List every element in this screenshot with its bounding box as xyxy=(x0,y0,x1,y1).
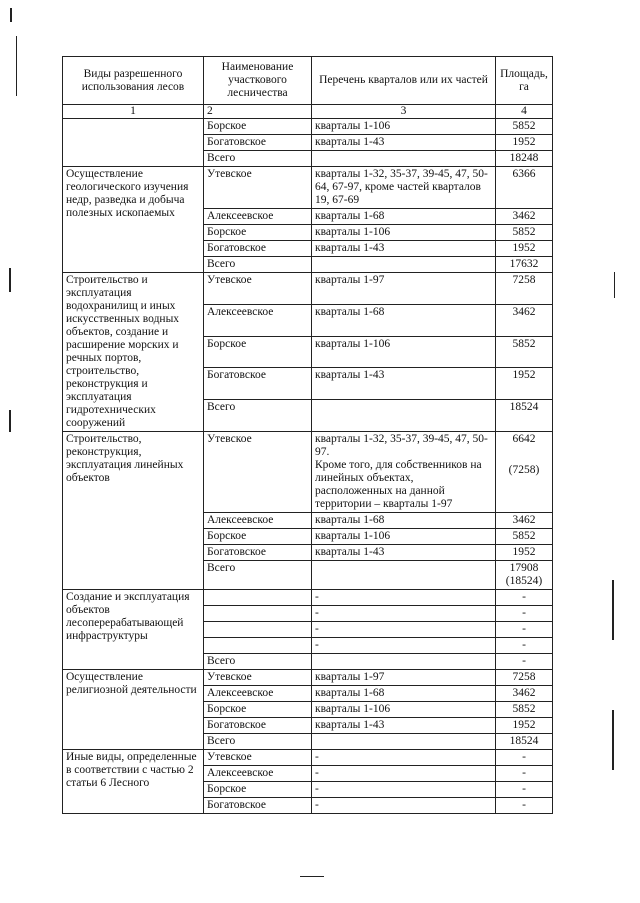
use-type-cell: Строительство, реконструкция, эксплуатация линейных объектов xyxy=(63,432,204,590)
use-type-cell: Осуществление геологического изучения недр, разведка и добыча полезных ископаемых xyxy=(63,167,204,273)
area-cell xyxy=(496,545,553,561)
quarters-text: кварталы 1-43 xyxy=(315,369,385,382)
table-row xyxy=(63,670,553,686)
forestry-cell: Борское xyxy=(204,529,312,545)
area-value: 3462 xyxy=(512,210,536,222)
forestry-cell: Богатовское xyxy=(204,135,312,151)
quarters-text: кварталы 1-106 xyxy=(315,226,391,238)
forestry-cell xyxy=(204,622,312,638)
quarters-cell xyxy=(312,529,496,545)
forestry-cell: Всего xyxy=(204,400,312,432)
forest-use-table xyxy=(62,56,553,814)
quarters-text: - xyxy=(315,767,319,779)
area-value: 5852 xyxy=(512,530,536,542)
quarters-cell xyxy=(312,766,496,782)
area-value: 6642 xyxy=(512,433,536,445)
table-row xyxy=(63,750,553,766)
area-cell xyxy=(496,766,553,782)
scan-mark xyxy=(9,268,11,292)
area-value: 18524 xyxy=(509,735,539,747)
use-type-cell: Иные виды, определенные в соответствии с частью 2 статьи 6 Лесного xyxy=(63,750,204,814)
area-cell xyxy=(496,670,553,686)
scan-mark xyxy=(16,36,17,96)
quarters-text: - xyxy=(315,751,319,763)
header-area: Площадь, га xyxy=(496,57,553,105)
area-cell xyxy=(496,151,553,167)
quarters-cell xyxy=(312,119,496,135)
forestry-cell: Алексеевское xyxy=(204,766,312,782)
area-value: 1952 xyxy=(512,136,536,148)
scan-mark xyxy=(10,8,12,22)
area-cell xyxy=(496,432,553,513)
forestry-cell: Алексеевское xyxy=(204,513,312,529)
area-value: 17632 xyxy=(509,258,539,270)
forestry-cell xyxy=(204,606,312,622)
forestry-cell: Всего xyxy=(204,151,312,167)
quarters-cell xyxy=(312,225,496,241)
area-cell xyxy=(496,622,553,638)
area-value: 18248 xyxy=(509,152,539,164)
quarters-cell xyxy=(312,368,496,400)
quarters-cell xyxy=(312,590,496,606)
table-row xyxy=(63,119,553,135)
quarters-cell xyxy=(312,400,496,432)
forestry-cell: Богатовское xyxy=(204,368,312,400)
forestry-cell: Всего xyxy=(204,257,312,273)
scan-mark xyxy=(614,272,615,298)
area-value: - xyxy=(522,799,526,811)
quarters-cell xyxy=(312,702,496,718)
area-value: 1952 xyxy=(512,242,536,254)
area-cell xyxy=(496,606,553,622)
header-forestry: Наименование участкового лесничества xyxy=(204,57,312,105)
quarters-cell xyxy=(312,622,496,638)
area-cell xyxy=(496,590,553,606)
quarters-text: кварталы 1-68 xyxy=(315,305,385,318)
area-value: 1952 xyxy=(512,369,536,382)
area-cell xyxy=(496,241,553,257)
quarters-text: кварталы 1-106 xyxy=(315,120,391,132)
use-type-cell xyxy=(63,119,204,167)
area-value: 3462 xyxy=(512,687,536,699)
quarters-cell xyxy=(312,432,496,513)
area-cell xyxy=(496,718,553,734)
forestry-cell: Алексеевское xyxy=(204,209,312,225)
table-row xyxy=(63,590,553,606)
area-cell xyxy=(496,209,553,225)
scan-mark xyxy=(9,410,11,432)
area-cell xyxy=(496,119,553,135)
area-value-alt: (7258) xyxy=(508,464,540,476)
forestry-cell: Всего xyxy=(204,561,312,590)
quarters-cell xyxy=(312,606,496,622)
header-quarters: Перечень кварталов или их частей xyxy=(312,57,496,105)
quarters-cell xyxy=(312,209,496,225)
quarters-cell xyxy=(312,513,496,529)
table-row xyxy=(63,432,553,513)
index-cell: 4 xyxy=(496,105,553,119)
quarters-text: - xyxy=(315,623,319,635)
area-cell xyxy=(496,638,553,654)
quarters-text: кварталы 1-43 xyxy=(315,719,385,731)
quarters-cell xyxy=(312,273,496,305)
quarters-cell xyxy=(312,638,496,654)
quarters-cell xyxy=(312,670,496,686)
use-type-cell: Создание и эксплуатация объектов лесоперерабатывающей инфраструктуры xyxy=(63,590,204,670)
forestry-cell: Богатовское xyxy=(204,718,312,734)
area-value: - xyxy=(522,639,526,651)
quarters-text: кварталы 1-43 xyxy=(315,546,385,558)
quarters-cell xyxy=(312,151,496,167)
use-type-cell: Строительство и эксплуатация водохранилищ и иных искусственных водных объектов, создание и расширение морских и речных портов, строительство, реконструкция и эксплуатация гидротехнических сооружений xyxy=(63,273,204,432)
forestry-cell: Богатовское xyxy=(204,545,312,561)
forestry-cell xyxy=(204,638,312,654)
area-cell xyxy=(496,167,553,209)
quarters-text: кварталы 1-68 xyxy=(315,514,385,526)
area-value: - xyxy=(522,767,526,779)
area-cell xyxy=(496,513,553,529)
forestry-cell: Утевское xyxy=(204,167,312,209)
quarters-text: кварталы 1-97 xyxy=(315,274,385,286)
quarters-cell xyxy=(312,545,496,561)
forestry-cell: Всего xyxy=(204,654,312,670)
area-value: - xyxy=(522,783,526,795)
header-use: Виды разрешенного использования лесов xyxy=(63,57,204,105)
quarters-cell xyxy=(312,135,496,151)
area-value: - xyxy=(522,623,526,635)
quarters-text: кварталы 1-68 xyxy=(315,210,385,222)
forestry-cell: Борское xyxy=(204,119,312,135)
area-value: - xyxy=(522,751,526,763)
quarters-text: - xyxy=(315,783,319,795)
quarters-text: кварталы 1-32, 35-37, 39-45, 47, 50-64, 67-97, кроме частей кварталов 19, 67-69 xyxy=(315,168,488,206)
area-cell xyxy=(496,561,553,590)
area-cell xyxy=(496,654,553,670)
quarters-cell xyxy=(312,241,496,257)
forestry-cell: Всего xyxy=(204,734,312,750)
area-value: - xyxy=(522,607,526,619)
area-cell xyxy=(496,750,553,766)
area-cell xyxy=(496,529,553,545)
quarters-text: кварталы 1-68 xyxy=(315,687,385,699)
area-value: 5852 xyxy=(512,120,536,132)
quarters-cell xyxy=(312,734,496,750)
forestry-cell: Богатовское xyxy=(204,798,312,814)
area-value: 18524 xyxy=(509,401,539,414)
area-cell xyxy=(496,257,553,273)
quarters-cell xyxy=(312,718,496,734)
area-value: 3462 xyxy=(512,514,536,526)
scan-mark xyxy=(612,580,614,640)
quarters-cell xyxy=(312,561,496,590)
quarters-text: кварталы 1-32, 35-37, 39-45, 47, 50-97. xyxy=(315,433,488,458)
forestry-cell: Борское xyxy=(204,782,312,798)
quarters-text: кварталы 1-106 xyxy=(315,703,391,715)
quarters-cell xyxy=(312,798,496,814)
quarters-cell xyxy=(312,750,496,766)
area-cell xyxy=(496,734,553,750)
quarters-text: - xyxy=(315,799,319,811)
table-row xyxy=(63,167,553,209)
area-cell xyxy=(496,702,553,718)
area-value-alt: (18524) xyxy=(505,575,543,587)
quarters-text: кварталы 1-106 xyxy=(315,337,391,350)
forestry-cell: Утевское xyxy=(204,432,312,513)
area-value: 6366 xyxy=(512,168,536,180)
index-cell: 1 xyxy=(63,105,204,119)
quarters-text: кварталы 1-43 xyxy=(315,136,385,148)
area-cell xyxy=(496,135,553,151)
header-row xyxy=(63,57,553,105)
forestry-cell: Утевское xyxy=(204,273,312,305)
quarters-note: Кроме того, для собственников на линейных объектах, расположенных на данной территории – кварталы 1-97 xyxy=(315,459,482,510)
quarters-text: кварталы 1-43 xyxy=(315,242,385,254)
quarters-text: - xyxy=(315,639,319,651)
area-cell xyxy=(496,273,553,305)
area-value: 5852 xyxy=(512,226,536,238)
index-row xyxy=(63,105,553,119)
quarters-cell xyxy=(312,686,496,702)
forestry-cell: Утевское xyxy=(204,750,312,766)
forestry-cell xyxy=(204,590,312,606)
quarters-cell xyxy=(312,257,496,273)
area-value: 5852 xyxy=(512,337,536,350)
quarters-cell xyxy=(312,782,496,798)
forestry-cell: Алексеевское xyxy=(204,304,312,336)
area-cell xyxy=(496,336,553,368)
area-value: 7258 xyxy=(512,671,536,683)
table-row xyxy=(63,273,553,305)
forestry-cell: Борское xyxy=(204,336,312,368)
area-value: 3462 xyxy=(512,305,536,318)
forestry-cell: Борское xyxy=(204,225,312,241)
area-cell xyxy=(496,798,553,814)
area-value: 17908 xyxy=(509,562,539,574)
area-value: 5852 xyxy=(512,703,536,715)
quarters-text: - xyxy=(315,591,319,603)
area-cell xyxy=(496,782,553,798)
forestry-cell: Алексеевское xyxy=(204,686,312,702)
quarters-text: кварталы 1-106 xyxy=(315,530,391,542)
area-value: 7258 xyxy=(512,274,536,286)
quarters-cell xyxy=(312,336,496,368)
area-value: 1952 xyxy=(512,719,536,731)
area-cell xyxy=(496,686,553,702)
quarters-cell xyxy=(312,654,496,670)
area-value: - xyxy=(522,591,526,603)
area-cell xyxy=(496,400,553,432)
quarters-text: - xyxy=(315,607,319,619)
use-type-cell: Осуществление религиозной деятельности xyxy=(63,670,204,750)
quarters-text: кварталы 1-97 xyxy=(315,671,385,683)
area-value: - xyxy=(522,655,526,667)
area-cell xyxy=(496,368,553,400)
forestry-cell: Богатовское xyxy=(204,241,312,257)
area-value: 1952 xyxy=(512,546,536,558)
index-cell: 2 xyxy=(204,105,312,119)
scan-mark xyxy=(612,710,614,770)
scan-mark xyxy=(300,876,324,877)
quarters-cell xyxy=(312,167,496,209)
forestry-cell: Утевское xyxy=(204,670,312,686)
forestry-cell: Борское xyxy=(204,702,312,718)
area-cell xyxy=(496,304,553,336)
quarters-cell xyxy=(312,304,496,336)
area-cell xyxy=(496,225,553,241)
index-cell: 3 xyxy=(312,105,496,119)
